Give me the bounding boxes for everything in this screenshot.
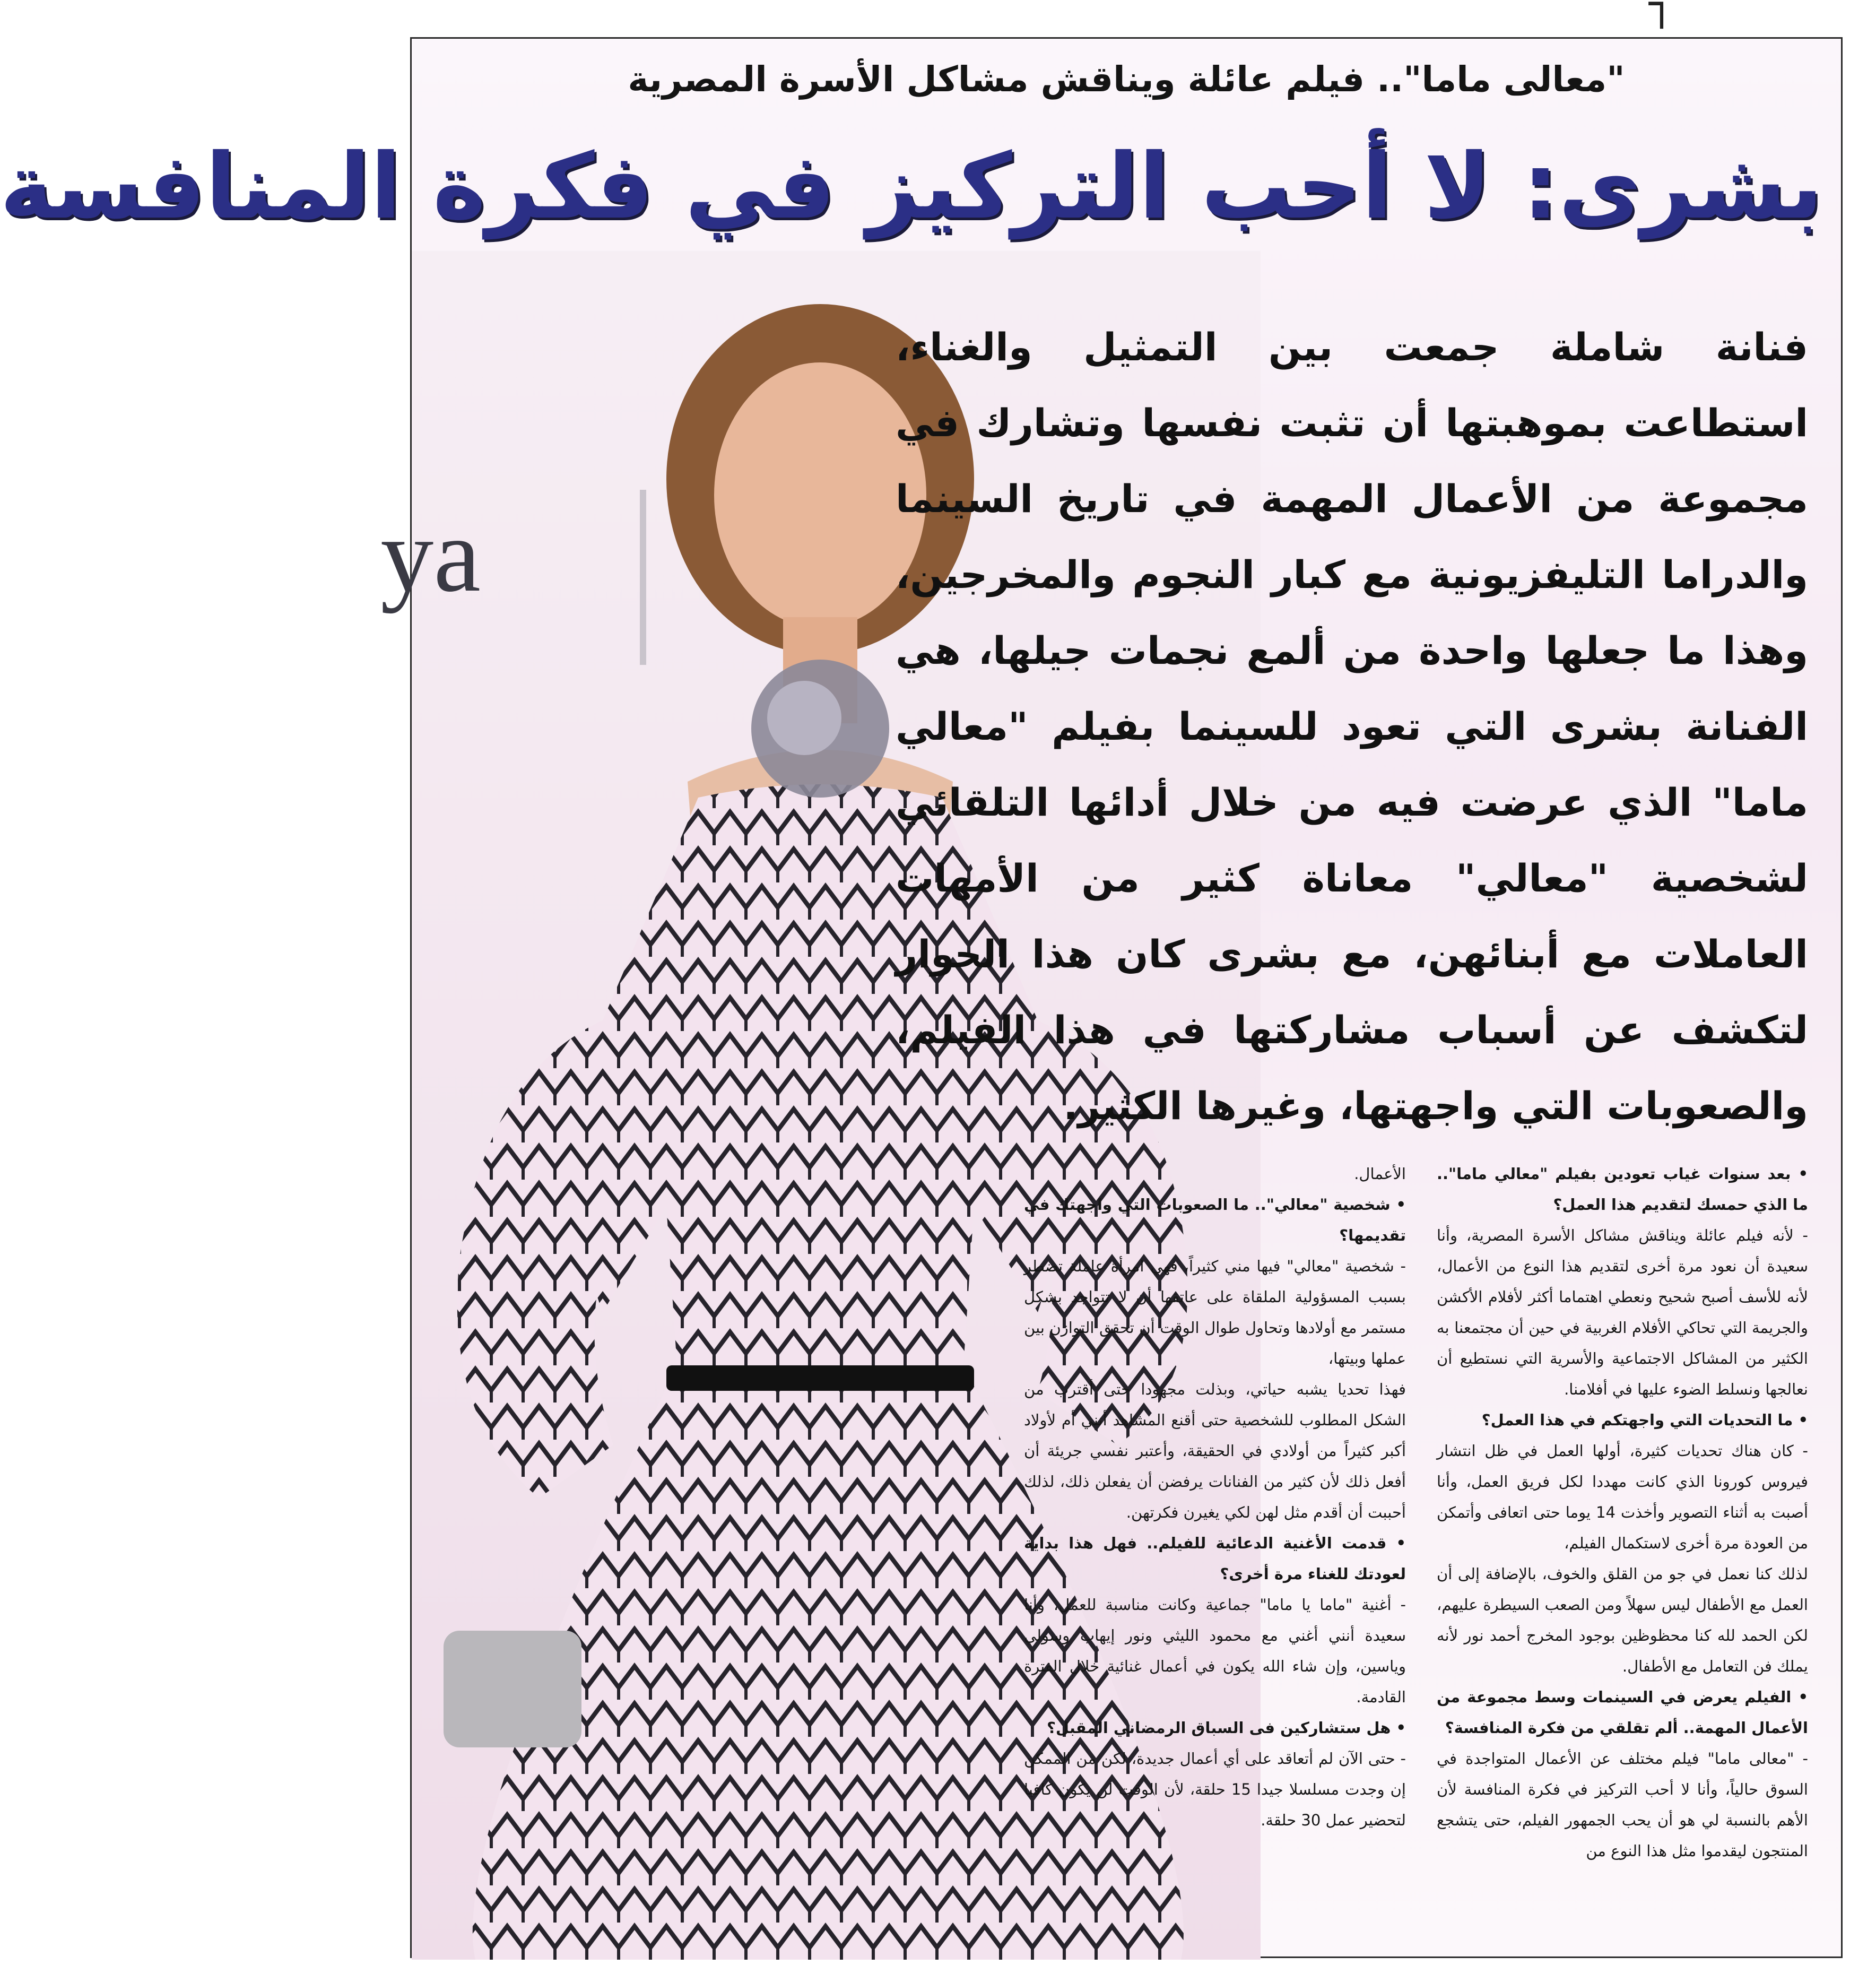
answer: - لأنه فيلم عائلة ويناقش مشاكل الأسرة المصرية، وأنا سعيدة أن نعود مرة أخرى لتقديم هذا النوع من الأعمال، لأنه للأسف أصبح شحيح ونعطي اهتماما أكثر لأفلام الأكشن والجريمة التي تحاكي الأفلام الغربية في حين أن مجتمعنا به الكثير من المشاكل الاجتماعية والأسرية التي نستطيع أن نعالجها ونسلط الضوء عليها في أفلامنا. xyxy=(1437,1226,1808,1398)
answer: الأعمال. xyxy=(1354,1165,1406,1183)
article-headline: بشرى: لا أحب التركيز في فكرة المنافسة xyxy=(0,134,1823,239)
question: • قدمت الأغنية الدعائية للفيلم.. فهل هذا بداية لعودتك للغناء مرة أخرى؟ xyxy=(1024,1534,1406,1583)
backdrop-logo: ya xyxy=(380,497,481,614)
answer: - "معالى ماما" فيلم مختلف عن الأعمال المتواجدة في السوق حالياً، وأنا لا أحب التركيز في فكرة المنافسة لأن الأهم بالنسبة لي هو أن يحب الجمهور الفيلم، حتى يتشجع المنتجون ليقدموا مثل هذا النوع من xyxy=(1437,1750,1808,1860)
question: • الفيلم يعرض في السينمات وسط مجموعة من الأعمال المهمة.. ألم تقلقي من فكرة المنافسة؟ xyxy=(1437,1688,1808,1737)
cropped-header-text: ┐ xyxy=(1648,0,1674,28)
question: • بعد سنوات غياب تعودين بفيلم "معالي ماما".. ما الذي حمسك لتقديم هذا العمل؟ xyxy=(1437,1165,1808,1214)
intro-paragraph: فنانة شاملة جمعت بين التمثيل والغناء، استطاعت بموهبتها أن تثبت نفسها وتشارك في مجموعة من الأعمال المهمة في تاريخ السينما والدراما التليفزيونية مع كبار النجوم والمخرجين، وهذا ما جعلها واحدة من ألمع نجمات جيلها، هي الفنانة بشرى التي تعود للسينما بفيلم "معالي ماما" الذي عرضت فيه من خلال أدائها التلقائي لشخصية "معالي" معاناة كثير من الأمهات العاملات مع أبنائهن، مع بشرى كان هذا الحوار لتكشف عن أسباب مشاركتها في هذا الفيلم، والصعوبات التي واجهتها، وغيرها الكثير. xyxy=(896,325,1808,1128)
answer: - حتى الآن لم أتعاقد على أي أعمال جديدة، لكن من الممكن إن وجدت مسلسلا جيدا 15 حلقة، لأن الوقت لن يكون كافيا لتحضير عمل 30 حلقة. xyxy=(1024,1750,1406,1829)
question: • هل ستشاركين فى السباق الرمضاني المقبل؟ xyxy=(1047,1719,1406,1737)
question: • شخصية "معالي".. ما الصعوبات التي واجهتك في تقديمها؟ xyxy=(1024,1196,1406,1244)
answer: لذلك كنا نعمل في جو من القلق والخوف، بالإضافة إلى أن العمل مع الأطفال ليس سهلاً ومن الصعب السيطرة عليهم، لكن الحمد لله كنا محظوظين بوجود المخرج أحمد نور لأنه يملك فن التعامل مع الأطفال. xyxy=(1437,1565,1808,1675)
column-right xyxy=(1437,1158,1808,1866)
column-left xyxy=(1024,1158,1406,1836)
answer: فهذا تحديا يشبه حياتي، وبذلت مجهودا حتى أقترب من الشكل المطلوب للشخصية حتى أقنع المشاهد أنني أم لأولاد أكبر كثيراً من أولادي في الحقيقة، وأعتبر نفسي جريئة أن أفعل ذلك لأن كثير من الفنانات يرفضن أن يفعلن ذلك، لذلك أحببت أن أقدم مثل لهن لكي يغيرن فكرتهن. xyxy=(1024,1380,1406,1521)
question: • ما التحديات التي واجهتكم في هذا العمل؟ xyxy=(1481,1411,1808,1429)
answer: - أغنية "ماما يا ماما" جماعية وكانت مناسبة للعمل، وأنا سعيدة أنني أغني مع محمود الليثي ونور إيهاب وسولي وياسين، وإن شاء الله يكون في أعمال غنائية خلال الفترة القادمة. xyxy=(1024,1596,1406,1706)
answer: - كان هناك تحديات كثيرة، أولها العمل في ظل انتشار فيروس كورونا الذي كانت مهددا لكل فريق العمل، وأنا أصبت به أثناء التصوير وأخذت 14 يوما حتى اتعافى وأتمكن من العودة مرة أخرى لاستكمال الفيلم، xyxy=(1437,1442,1809,1552)
top-strip xyxy=(377,0,1876,37)
article-kicker: "معالى ماما".. فيلم عائلة ويناقش مشاكل الأسرة المصرية xyxy=(628,59,1625,100)
answer: - شخصية "معالي" فيها مني كثيراً، فهي امرأة عاملة تضطر بسبب المسؤولية الملقاة على عاتقها أن لا تتواجد بشكل مستمر مع أولادها وتحاول طوال الوقت أن تحقق التوازن بين عملها وبيتها، xyxy=(1024,1257,1406,1367)
article-page xyxy=(0,37,1843,1958)
